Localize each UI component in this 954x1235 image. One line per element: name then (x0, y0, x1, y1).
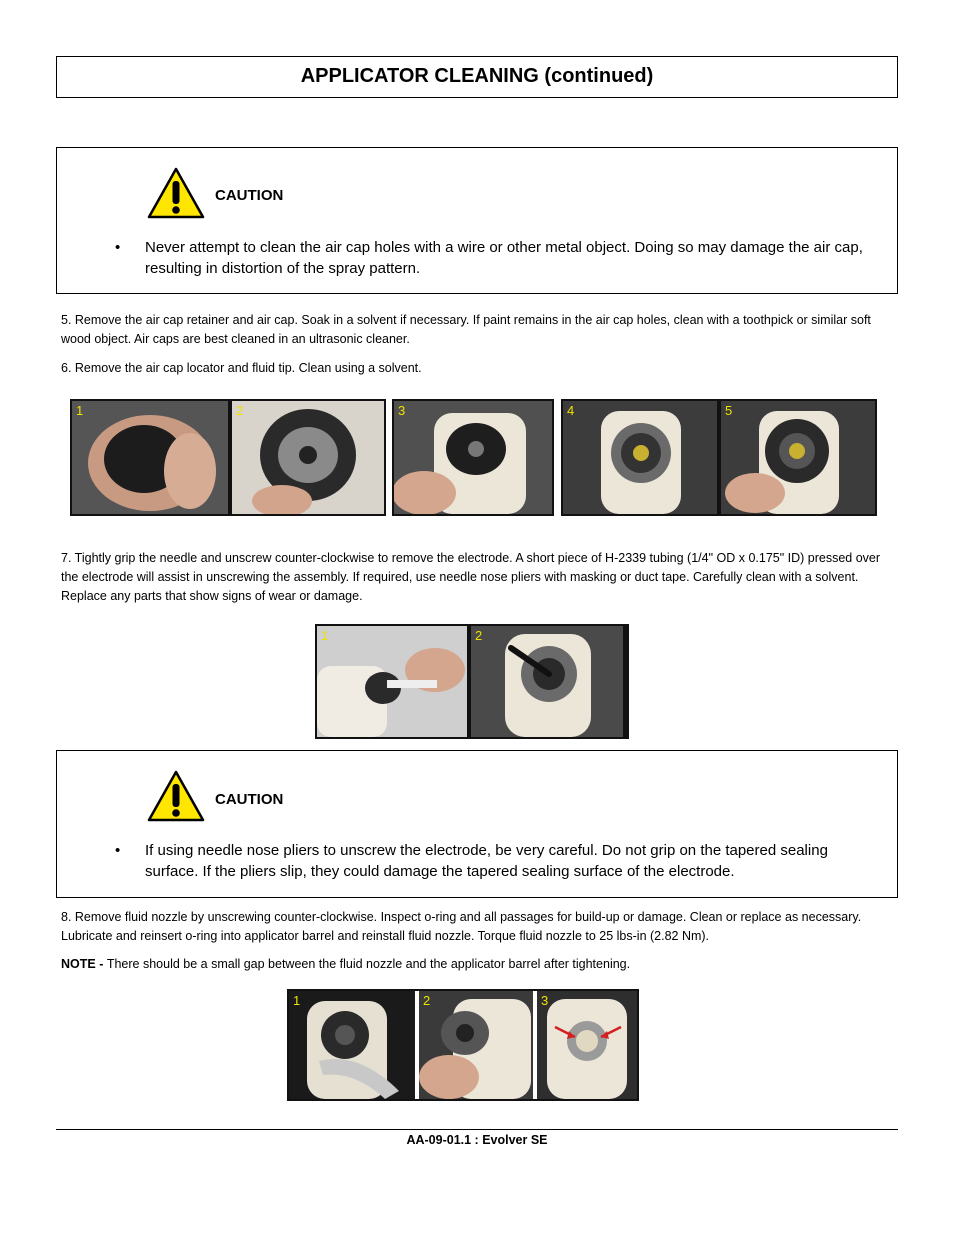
caution-box-2 (56, 750, 898, 898)
caution-label: CAUTION (215, 187, 284, 204)
photo-step8-3: 3 (537, 991, 637, 1099)
note-body: There should be a small gap between the fluid nozzle and the applicator barrel after tightening. (106, 957, 631, 971)
photo-strip-1b (392, 399, 554, 516)
photo-step6-5: 5 (721, 401, 875, 514)
photo-step7-1: 1 (317, 626, 467, 737)
caution-bullet: • Never attempt to clean the air cap holes with a wire or other metal object. Doing so may damage the air cap, resulting in distortion of the spray pattern. (115, 239, 863, 277)
note-label: NOTE - (61, 957, 107, 971)
caution-box-1 (56, 147, 898, 294)
step-7-text: 7. Tightly grip the needle and unscrew counter-clockwise to remove the electrode. A short piece of H-2339 tubing (1/4" OD x 0.175" ID) pressed over the electrode will assist in unscrewing the assembly. If required, use needle nose pliers with masking or duct tape. Carefully clean with a solvent. Replace any parts that show signs of wear or damage. (61, 551, 881, 603)
step-8-text: 8. Remove fluid nozzle by unscrewing counter-clockwise. Inspect o-ring and all passages for build-up or damage. Clean or replace as necessary. Lubricate and reinsert o-ring into applicator barrel and reinstall fluid nozzle. Torque fluid nozzle to 25 lbs-in (2.82 Nm). (61, 910, 862, 943)
caution-label: CAUTION (215, 791, 284, 808)
note-text (61, 955, 893, 974)
photo-strip-1a (70, 399, 386, 516)
warning-triangle-icon (147, 770, 205, 822)
step-5-text: 5. Remove the air cap retainer and air cap. Soak in a solvent if necessary. If paint remains in the air cap holes, clean with a toothpick or similar soft wood object. Air caps are best cleaned in an ultrasonic cleaner. (61, 313, 871, 346)
step-6-text: 6. Remove the air cap locator and fluid tip. Clean using a solvent. (61, 361, 422, 375)
photo-step6-1: 1 (72, 401, 228, 514)
photo-strip-3 (287, 989, 639, 1101)
photo-step6-4: 4 (563, 401, 717, 514)
page-title: APPLICATOR CLEANING (continued) (56, 56, 898, 98)
photo-step6-3: 3 (394, 401, 552, 514)
photo-strip-2 (315, 624, 629, 739)
photo-step8-1: 1 (289, 991, 415, 1099)
photo-step7-2: 2 (471, 626, 623, 737)
footer-rule (56, 1129, 898, 1130)
footer-doc-id: AA-09-01.1 : Evolver SE (406, 1133, 548, 1147)
photo-step6-2: 2 (232, 401, 384, 514)
caution-bullet: • If using needle nose pliers to unscrew the electrode, be very careful. Do not grip on the tapered sealing surface. If the pliers slip, they could damage the tapered sealing surface of the electrode. (115, 842, 828, 880)
warning-triangle-icon (147, 167, 205, 219)
photo-strip-1c (561, 399, 877, 516)
photo-step8-2: 2 (419, 991, 533, 1099)
